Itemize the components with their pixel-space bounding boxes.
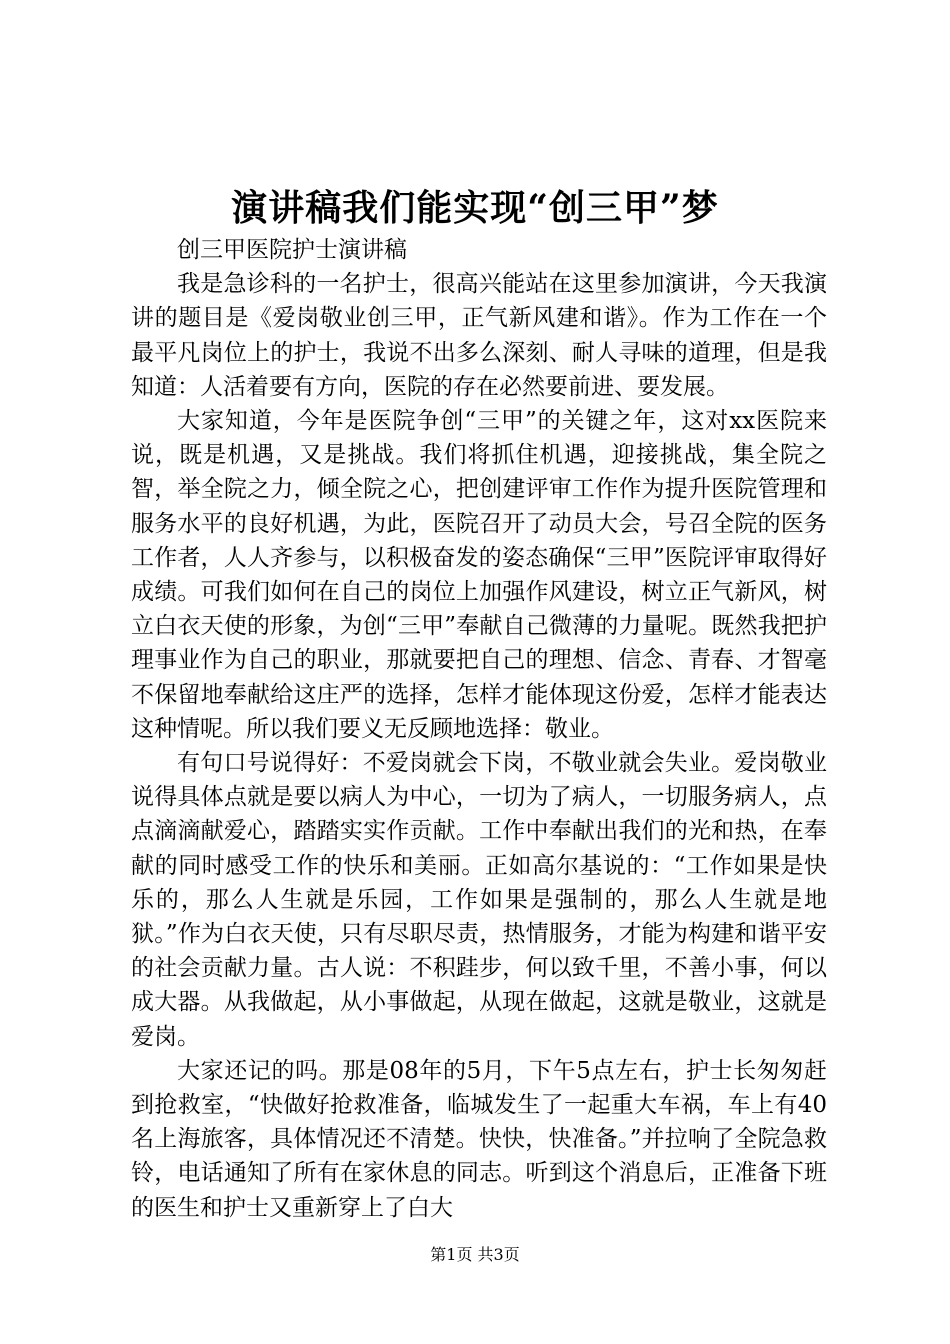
page-footer: 第1页 共3页 — [430, 1245, 520, 1264]
document-title: 演讲稿我们能实现“创三甲”梦 — [231, 187, 719, 229]
paragraph-4: 大家还记的吗。那是08年的5月，下午5点左右，护士长匆匆赶到抢救室，“快做好抢救准备，临城发生了一起重大车祸，车上有40名上海旅客，具体情况还不清楚。快快，快准备。”并拉响了全院急救铃，电话通知了所有在家休息的同志。听到这个消息后，正准备下班的医生和护士又重新穿上了白大 — [131, 1057, 827, 1221]
paragraph-3: 有句口号说得好：不爱岗就会下岗，不敬业就会失业。爱岗敬业说得具体点就是要以病人为中心，一切为了病人，一切服务病人，点点滴滴献爱心，踏踏实实作贡献。工作中奉献出我们的光和热，在奉献的同时感受工作的快乐和美丽。正如高尔基说的：“工作如果是快乐的，那么人生就是乐园，工作如果是强制的，那么人生就是地狱。”作为白衣天使，只有尽职尽责，热情服务，才能为构建和谐平安的社会贡献力量。古人说：不积跬步，何以致千里，不善小事，何以成大器。从我做起，从小事做起，从现在做起，这就是敬业，这就是爱岗。 — [131, 750, 827, 1050]
paragraph-2: 大家知道，今年是医院争创“三甲”的关键之年，这对xx医院来说，既是机遇，又是挑战。我们将抓住机遇，迎接挑战，集全院之智，举全院之力，倾全院之心，把创建评审工作作为提升医院管理和服务水平的良好机遇，为此，医院召开了动员大会，号召全院的医务工作者，人人齐参与，以积极奋发的姿态确保“三甲”医院评审取得好成绩。可我们如何在自己的岗位上加强作风建设，树立正气新风，树立白衣天使的形象，为创“三甲”奉献自己微薄的力量呢。既然我把护理事业作为自己的职业，那就要把自己的理想、信念、青春、才智毫不保留地奉献给这庄严的选择，怎样才能体现这份爱，怎样才能表达这种情呢。所以我们要义无反顾地选择：敬业。 — [131, 408, 827, 742]
document-subtitle: 创三甲医院护士演讲稿 — [177, 237, 407, 263]
document-body — [131, 233, 827, 1225]
paragraph-1: 我是急诊科的一名护士，很高兴能站在这里参加演讲，今天我演讲的题目是《爱岗敬业创三甲，正气新风建和谐》。作为工作在一个最平凡岗位上的护士，我说不出多么深刻、耐人寻味的道理，但是我知道：人活着要有方向，医院的存在必然要前进、要发展。 — [131, 271, 827, 400]
